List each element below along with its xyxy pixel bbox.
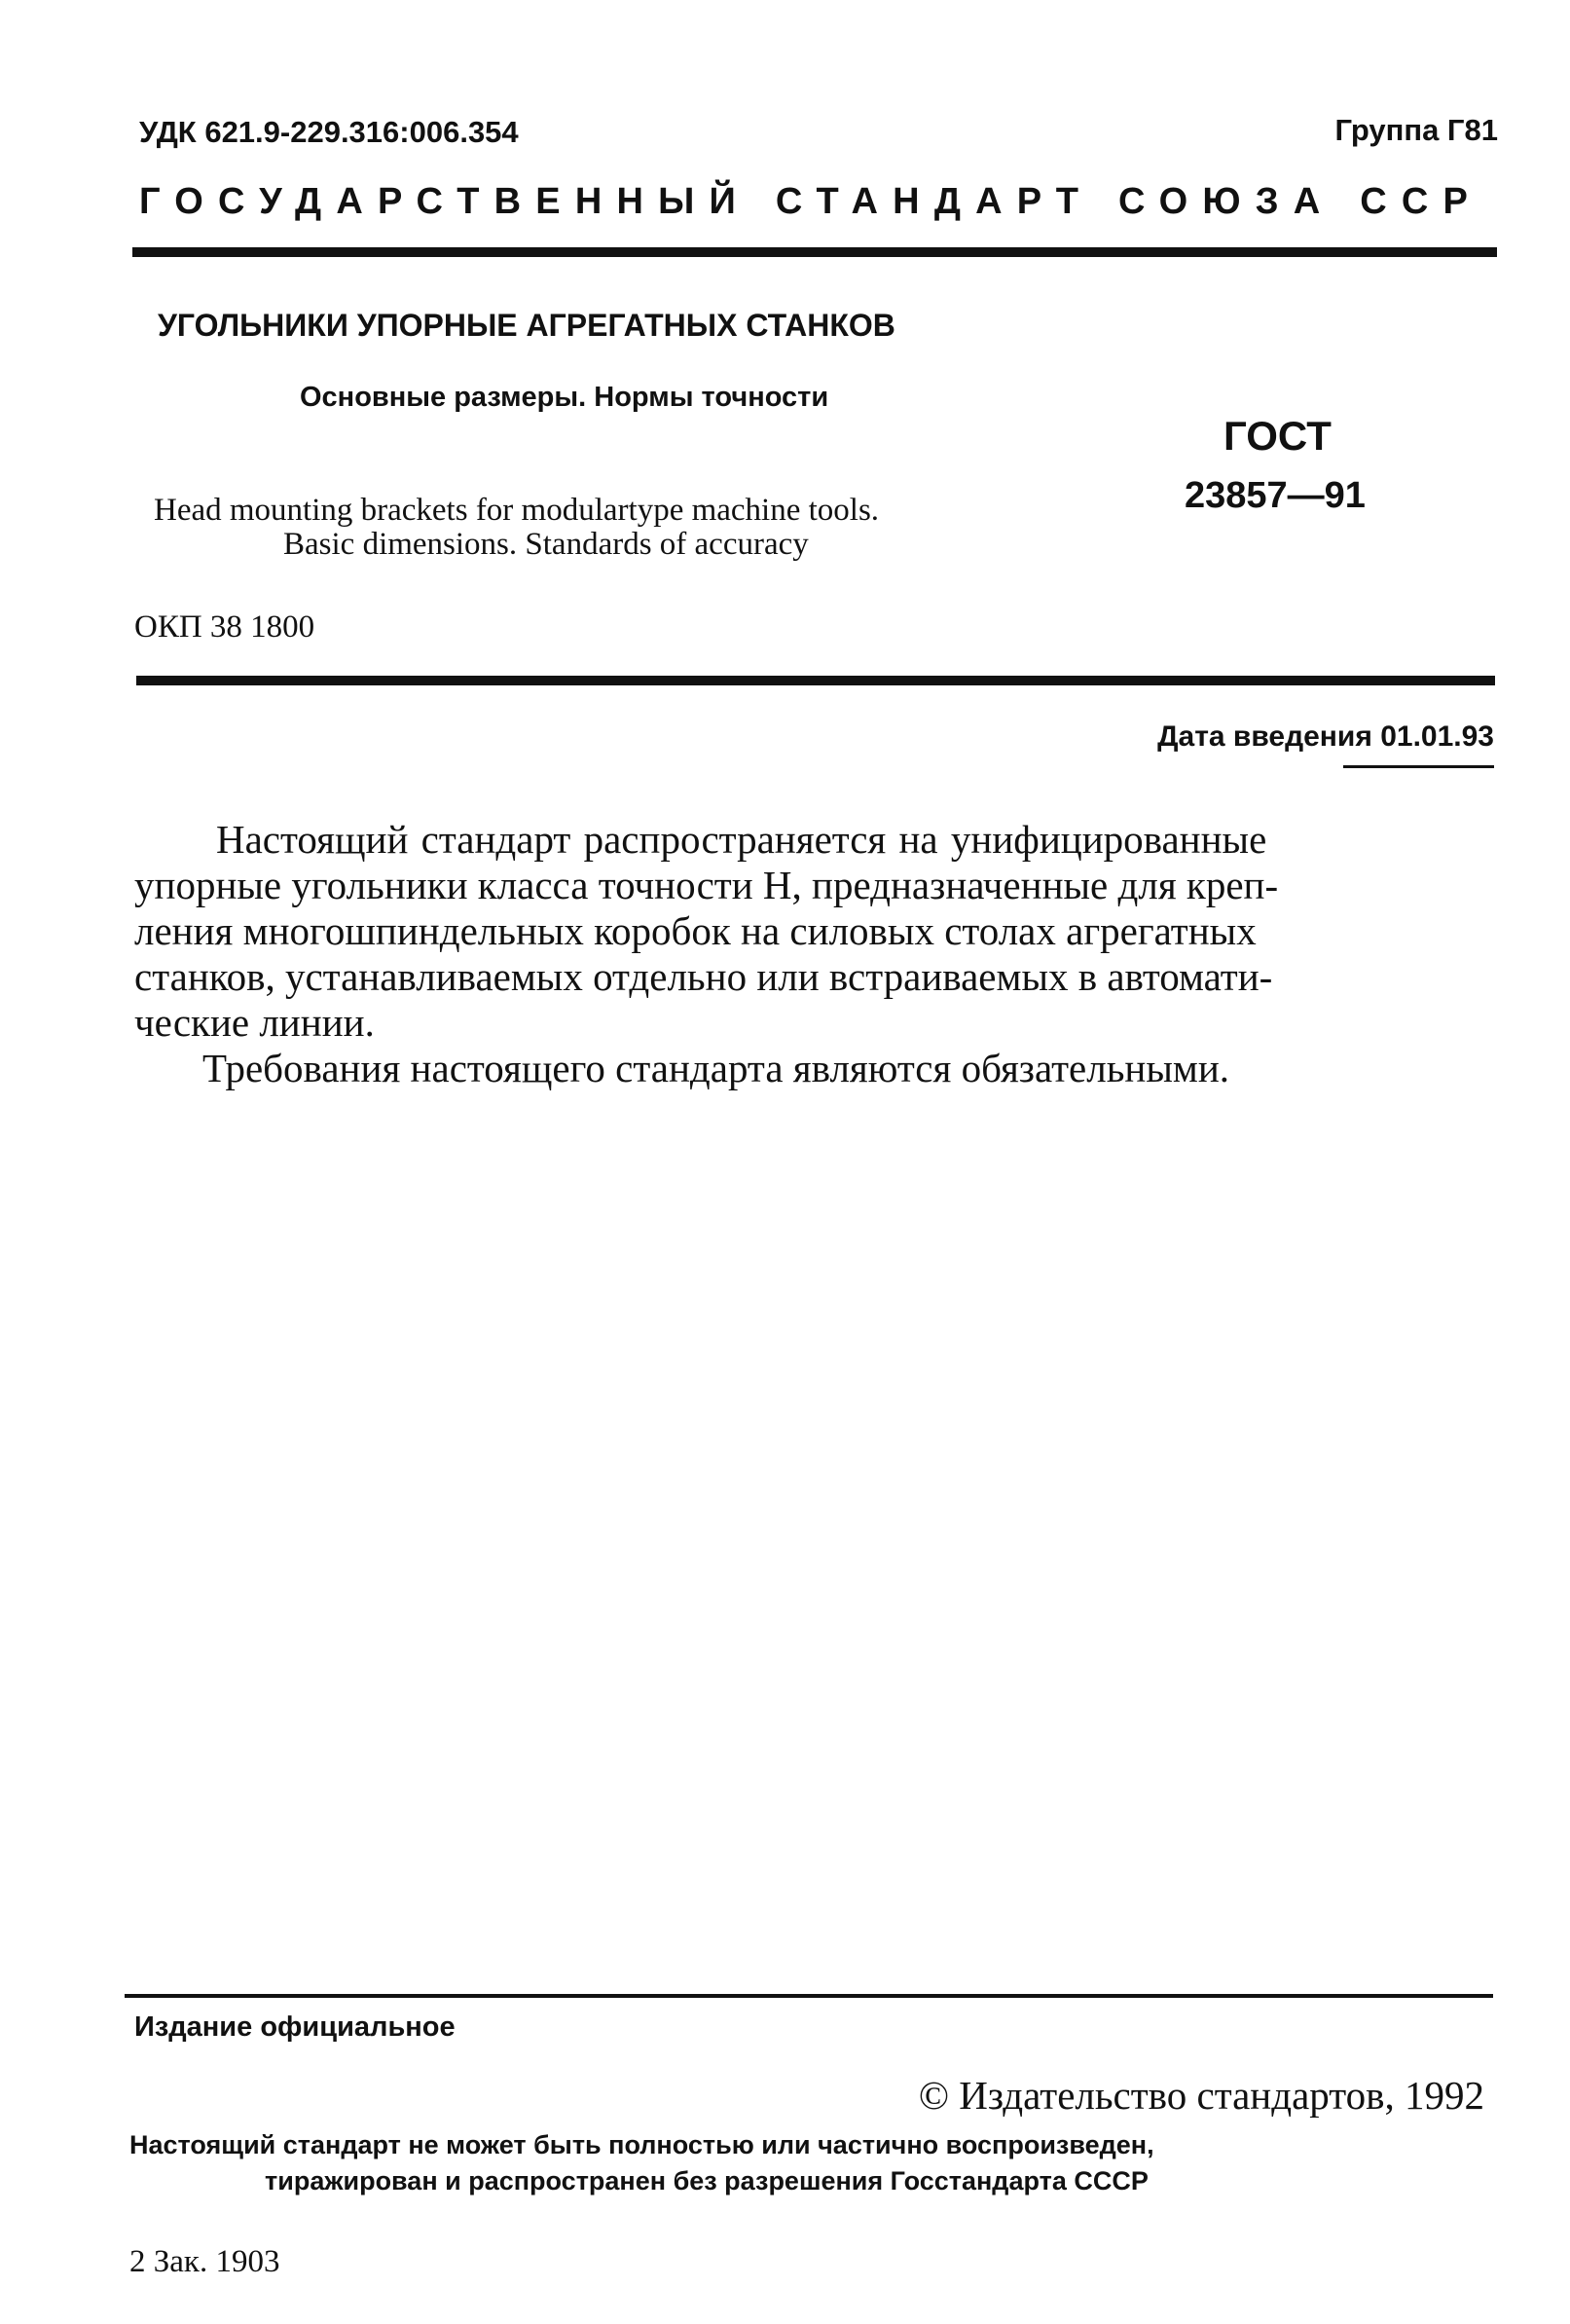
official-edition: Издание официальное [134, 2011, 456, 2043]
okp-code: ОКП 38 1800 [134, 609, 315, 645]
body-line: ления многошпиндельных коробок на силовых столах агрегатных [134, 908, 1257, 953]
body-line: Настоящий стандарт распространяется на унифицированные [216, 817, 1267, 862]
introduction-date: Дата введения 01.01.93 [1157, 720, 1494, 753]
title-bottom-rule [136, 676, 1495, 685]
gost-label: ГОСТ [1223, 413, 1332, 459]
title-en-line2: Basic dimensions. Standards of accuracy [283, 527, 809, 562]
body-line: Требования настоящего стандарта являются обязательными. [202, 1046, 1230, 1090]
group-code: Группа Г81 [1334, 113, 1498, 147]
state-standard-heading: ГОСУДАРСТВЕННЫЙ СТАНДАРТ СОЮЗА ССР [139, 181, 1483, 222]
body-line: станков, устанавливаемых отдельно или встраиваемых в автомати- [134, 954, 1273, 999]
title-ru-sub: Основные размеры. Нормы точности [300, 382, 829, 413]
gost-number: 23857—91 [1185, 475, 1366, 516]
footer-rule [125, 1994, 1493, 1998]
reproduction-notice-line1: Настоящий стандарт не может быть полностью или частично воспроизведен, [129, 2130, 1154, 2159]
udc-code: УДК 621.9-229.316:006.354 [139, 115, 519, 149]
copyright-line: © Издательство стандартов, 1992 [918, 2073, 1484, 2118]
body-line: упорные угольники класса точности Н, предназначенные для креп- [134, 863, 1279, 907]
title-en-line1: Head mounting brackets for modulartype machine tools. [154, 493, 880, 528]
body-line: ческие линии. [134, 1000, 375, 1045]
reproduction-notice-line2: тиражирован и распространен без разрешения Госстандарта СССР [265, 2166, 1149, 2195]
order-number: 2 Зак. 1903 [129, 2244, 280, 2279]
title-ru-main: УГОЛЬНИКИ УПОРНЫЕ АГРЕГАТНЫХ СТАНКОВ [158, 308, 895, 343]
introduction-date-underline [1343, 765, 1494, 768]
header-top-rule [132, 247, 1497, 257]
